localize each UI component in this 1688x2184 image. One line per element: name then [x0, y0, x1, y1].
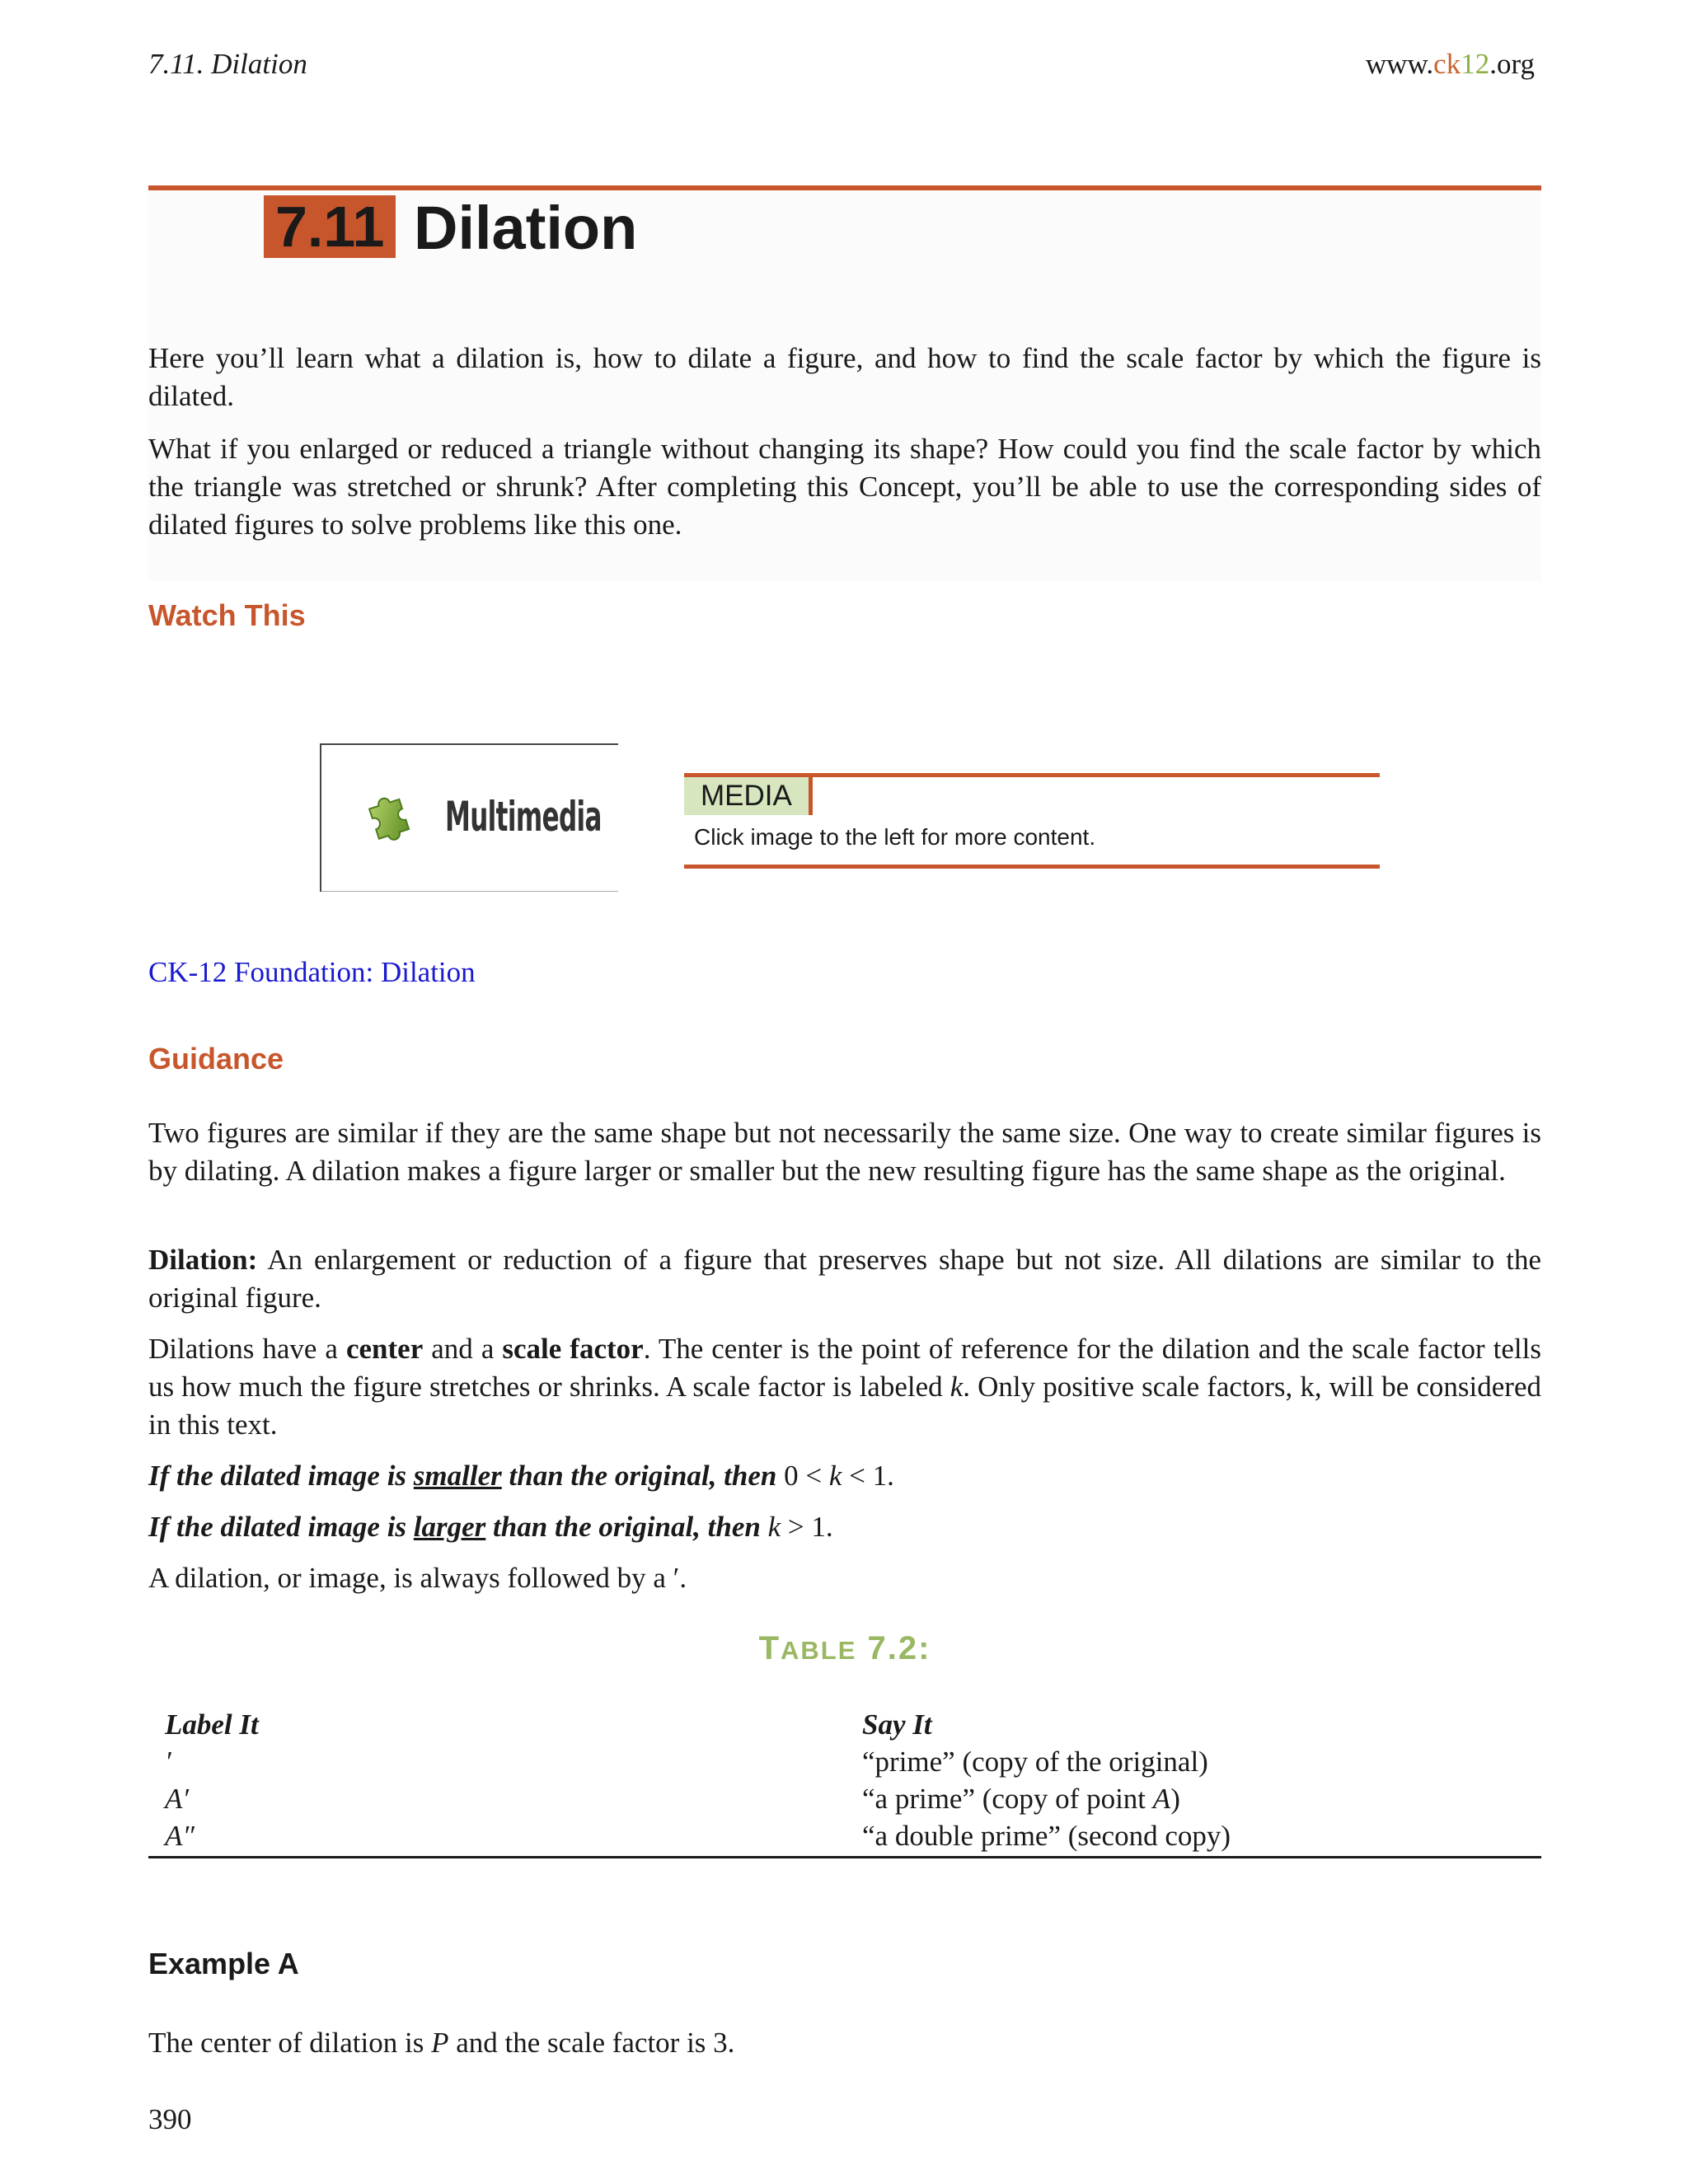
- table-column-say: [862, 1706, 1231, 1854]
- caption-number: 7.2:: [856, 1630, 931, 1666]
- term-center: center: [345, 1333, 424, 1365]
- page-number: 390: [148, 2103, 192, 2135]
- media-tag: MEDIA: [684, 777, 813, 815]
- rule1-keyword: smaller: [413, 1460, 502, 1492]
- site-url[interactable]: [1366, 48, 1535, 81]
- guidance-paragraph-3: [148, 1330, 1541, 1444]
- watch-this-heading: Watch This: [148, 598, 306, 632]
- site-url-ck: ck: [1433, 48, 1461, 80]
- site-url-prefix: www.: [1365, 48, 1434, 80]
- chapter-title: Dilation: [414, 194, 638, 262]
- puzzle-icon: [361, 786, 420, 846]
- rule2-text-a: If the dilated image is: [148, 1511, 414, 1543]
- rule1-text-a: If the dilated image is: [148, 1460, 414, 1492]
- site-url-12: 12: [1461, 48, 1490, 80]
- rule-smaller: [148, 1457, 1541, 1495]
- example-var-p: P: [431, 2027, 449, 2059]
- term-scale-factor: scale factor: [502, 1333, 644, 1365]
- var-k: k: [950, 1371, 964, 1403]
- rule1-math-a: 0 <: [784, 1460, 829, 1492]
- p3-text-c: . The center is the point of reference for the dilation and the scale factor tells us how much the figure stretches or shrinks. A scale factor is labeled: [148, 1333, 1541, 1403]
- rule2-text-b: than the original, then: [485, 1511, 768, 1543]
- rule2-keyword: larger: [413, 1511, 486, 1543]
- chapter-number: 7.11: [264, 195, 396, 258]
- table-cell-label: A′: [165, 1783, 190, 1815]
- table-header-say: Say It: [862, 1708, 932, 1741]
- media-box: [684, 773, 1380, 869]
- rule-larger: [148, 1508, 1541, 1546]
- say-text-b: ): [1170, 1783, 1180, 1815]
- guidance-heading: Guidance: [148, 1042, 284, 1076]
- running-header: [148, 48, 1541, 87]
- dilation-definition: [148, 1241, 1541, 1317]
- thumbnail-bottom-edge: [321, 891, 618, 892]
- definition-term: Dilation:: [148, 1244, 258, 1276]
- example-a-heading: Example A: [148, 1947, 299, 1980]
- table-cell-label: ′: [165, 1746, 171, 1778]
- rule1-text-b: than the original, then: [501, 1460, 785, 1492]
- rule2-var-k: k: [767, 1511, 781, 1543]
- chapter-rule: [148, 185, 1541, 190]
- table-caption: [148, 1630, 1541, 1667]
- table-cell-label: A″: [165, 1820, 195, 1852]
- table-cell-say: “a double prime” (second copy): [862, 1820, 1231, 1852]
- definition-text: An enlargement or reduction of a figure that preserves shape but not size. All dilations are similar to the original figure.: [148, 1244, 1541, 1314]
- table-cell-say: “prime” (copy of the original): [862, 1746, 1208, 1778]
- media-caption: Click image to the left for more content.: [694, 824, 1096, 850]
- site-url-suffix: .org: [1489, 48, 1535, 80]
- table-header-label: Label It: [165, 1708, 259, 1741]
- multimedia-label: Multimedia: [445, 793, 602, 841]
- rule2-math-b: > 1.: [781, 1511, 833, 1543]
- caption-first: T: [758, 1630, 781, 1666]
- table-cell-say: [862, 1780, 1231, 1817]
- example-a-text: [148, 2024, 1541, 2062]
- media-bottom-rule: [684, 865, 1380, 869]
- rule1-var-k: k: [828, 1460, 842, 1492]
- multimedia-thumbnail[interactable]: [320, 743, 618, 892]
- prime-note: A dilation, or image, is always followed by a ′.: [148, 1562, 687, 1594]
- intro-paragraph-1: Here you’ll learn what a dilation is, how to dilate a figure, and how to find the scale factor by which the figure is dilated.: [148, 342, 1541, 412]
- p3-text-a: Dilations have a: [148, 1333, 346, 1365]
- rule1-math-b: < 1.: [842, 1460, 894, 1492]
- caption-rest: ABLE: [781, 1636, 857, 1665]
- intro-paragraph-2: What if you enlarged or reduced a triangle without changing its shape? How could you find the scale factor by which the triangle was stretched or shrunk? After completing this Concept, you’ll be able to use the corresponding sides of dilated figures to solve problems like this one.: [148, 433, 1541, 541]
- say-text-a: “a prime” (copy of point: [862, 1783, 1153, 1815]
- ck12-dilation-link[interactable]: CK-12 Foundation: Dilation: [148, 956, 476, 988]
- p3-text-d: . Only positive scale factors, k, will be considered in this text.: [148, 1371, 1541, 1441]
- say-var-a: A: [1152, 1783, 1171, 1815]
- notation-table: [148, 1706, 1541, 1858]
- guidance-paragraph-1: Two figures are similar if they are the same shape but not necessarily the same size. One way to create similar figures is by dilating. A dilation makes a figure larger or smaller but the new resulting figure has the same shape as the original.: [148, 1117, 1541, 1187]
- example-text-a: The center of dilation is: [148, 2027, 432, 2059]
- example-text-b: and the scale factor is 3.: [448, 2027, 735, 2059]
- p3-text-b: and a: [423, 1333, 503, 1365]
- table-bottom-rule: [148, 1856, 1541, 1858]
- table-column-label: [165, 1706, 259, 1854]
- section-title: 7.11. Dilation: [148, 48, 307, 80]
- page: [148, 0, 1541, 2184]
